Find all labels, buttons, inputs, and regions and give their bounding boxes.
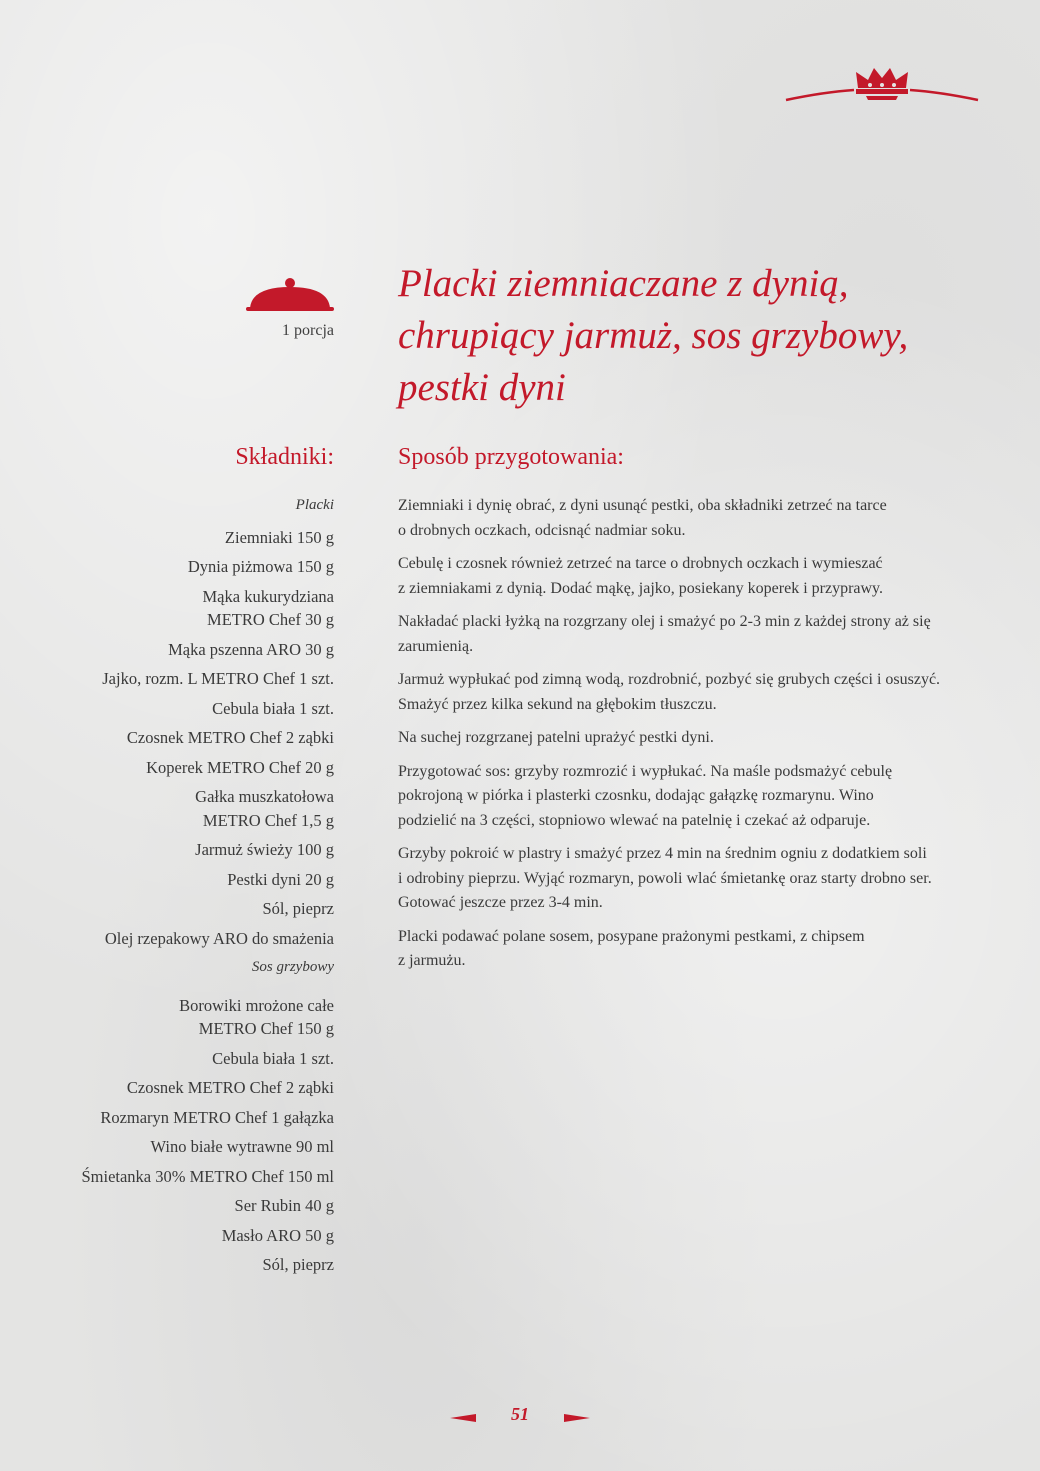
ingredient-line: Jarmuż świeży 100 g — [195, 840, 334, 859]
method-step-line: zarumienią. — [398, 637, 474, 655]
ingredient-line: Sól, pieprz — [262, 899, 334, 918]
ingredient-line: Olej rzepakowy ARO do smażenia — [104, 928, 334, 948]
ingredient-item — [40, 1106, 334, 1130]
method-step — [398, 668, 988, 717]
ingredient-line: METRO Chef 1,5 g — [202, 810, 334, 830]
ingredient-item — [40, 638, 334, 662]
method-step-line: Placki podawać polane sosem, posypane prażonymi pestkami, z chipsem — [398, 927, 865, 945]
ingredient-line: Wino białe wytrawne 90 ml — [150, 1137, 334, 1156]
ingredient-item — [40, 927, 334, 951]
crown-icon — [784, 60, 980, 104]
ingredient-item — [40, 897, 334, 921]
method-step-line: Cebulę i czosnek również zetrzeć na tarce o drobnych oczkach i wymieszać — [398, 555, 883, 572]
ingredient-item — [40, 1165, 334, 1189]
ingredient-line: Pestki dyni 20 g — [227, 869, 334, 889]
title-line: Placki ziemniaczane z dynią, — [398, 262, 849, 305]
ingredient-item — [40, 526, 334, 550]
method-step-line: Jarmuż wypłukać pod zimną wodą, rozdrobnić, pozbyć się grubych części i osuszyć. — [398, 671, 941, 688]
method-step — [398, 760, 988, 834]
ingredient-line: Ser Rubin 40 g — [234, 1196, 334, 1215]
ingredients-heading: Składniki: — [235, 444, 334, 470]
method-step-line: Przygotować sos: grzyby rozmrozić i wypłukać. Na maśle podsmażyć cebulę — [398, 762, 893, 780]
method-step — [398, 842, 988, 916]
page-number: 51 — [511, 1404, 529, 1424]
method-step — [398, 552, 988, 601]
ingredient-item — [40, 1253, 334, 1277]
method-step-line: Ziemniaki i dynię obrać, z dyni usunąć pestki, oba składniki zetrzeć na tarce — [398, 497, 887, 514]
method-step-line: Nakładać placki łyżką na rozgrzany olej i smażyć po 2-3 min z każdej strony aż się — [398, 613, 931, 630]
ingredient-line: Sól, pieprz — [262, 1255, 334, 1274]
ingredient-line: Dynia piżmowa 150 g — [187, 557, 334, 576]
arrow-right-icon — [564, 1414, 590, 1422]
ingredient-line: Mąka pszenna ARO 30 g — [168, 639, 334, 659]
method-step — [398, 610, 988, 659]
method-step-line: podzielić na 3 części, stopniowo wlewać na patelnię i czekać aż odparuje. — [398, 811, 871, 829]
method-step-line: i odrobiny pieprzu. Wyjąć rozmaryn, powoli wlać śmietankę oraz starty drobno ser. — [398, 869, 932, 887]
ingredient-line: Koperek METRO Chef 20 g — [146, 757, 334, 777]
ingredient-line: Gałka muszkatołowa — [195, 787, 334, 806]
ingredients-items-sos — [40, 994, 334, 1277]
portion-label: 1 porcja — [282, 322, 334, 339]
ingredient-item — [40, 585, 334, 632]
method-step — [398, 494, 988, 543]
ingredient-item — [40, 1194, 334, 1218]
ingredient-item — [40, 726, 334, 750]
ingredient-item — [40, 756, 334, 780]
ingredient-item — [40, 1135, 334, 1159]
ingredient-line: Ziemniaki 150 g — [224, 527, 334, 547]
ingredients-section-placki: Placki — [295, 497, 334, 513]
method-step — [398, 925, 988, 974]
method-step-line: Gotować jeszcze przez 3-4 min. — [398, 894, 603, 911]
ingredient-line: Śmietanka 30% METRO Chef 150 ml — [81, 1166, 334, 1186]
method-step-line: z ziemniakami z dynią. Dodać mąkę, jajko, posiekany koperek i przyprawy. — [398, 579, 884, 597]
ingredients-section-sos: Sos grzybowy — [251, 959, 334, 975]
method-step-line: Na suchej rozgrzanej patelni uprażyć pestki dyni. — [398, 729, 714, 746]
arrow-left-icon — [450, 1414, 476, 1422]
cloche-icon — [246, 276, 334, 312]
method-steps — [398, 494, 988, 983]
ingredient-line: Cebula biała 1 szt. — [212, 698, 334, 718]
ingredient-line: Masło ARO 50 g — [221, 1225, 334, 1245]
method-heading: Sposób przygotowania: — [398, 444, 624, 470]
ingredient-item — [40, 1076, 334, 1100]
ingredient-item — [40, 1047, 334, 1071]
ingredient-line: Czosnek METRO Chef 2 ząbki — [126, 728, 334, 747]
ingredient-item — [40, 1224, 334, 1248]
method-step-line: Smażyć przez kilka sekund na głębokim tłuszczu. — [398, 695, 717, 713]
ingredient-line: METRO Chef 30 g — [207, 610, 334, 629]
ingredient-item — [40, 868, 334, 892]
ingredient-line: Czosnek METRO Chef 2 ząbki — [126, 1078, 334, 1097]
ingredient-line: METRO Chef 150 g — [198, 1019, 334, 1038]
ingredient-line: Borowiki mrożone całe — [179, 995, 334, 1015]
title-line: pestki dyni — [398, 366, 566, 409]
ingredients-list — [40, 494, 334, 1283]
ingredient-item — [40, 555, 334, 579]
method-step-line: pokrojoną w piórka i plasterki czosnku, dodając gałązkę rozmarynu. Wino — [398, 787, 874, 804]
ingredients-items-placki — [40, 526, 334, 951]
method-step-line: Grzyby pokroić w plastry i smażyć przez 4 min na średnim ogniu z dodatkiem soli — [398, 845, 927, 862]
ingredient-item — [40, 697, 334, 721]
method-step-line: o drobnych oczkach, odcisnąć nadmiar soku. — [398, 521, 686, 539]
recipe-title — [398, 258, 998, 414]
ingredient-line: Cebula biała 1 szt. — [212, 1048, 334, 1068]
ingredient-line: Mąka kukurydziana — [202, 586, 334, 606]
method-step — [398, 726, 988, 751]
ingredient-item — [40, 838, 334, 862]
ingredient-item — [40, 994, 334, 1041]
method-step-line: z jarmużu. — [398, 952, 466, 969]
page-footer — [440, 1402, 600, 1432]
ingredient-item — [40, 667, 334, 691]
ingredient-line: Rozmaryn METRO Chef 1 gałązka — [100, 1107, 334, 1127]
ingredient-item — [40, 785, 334, 832]
title-line: chrupiący jarmuż, sos grzybowy, — [398, 314, 909, 357]
ingredient-line: Jajko, rozm. L METRO Chef 1 szt. — [102, 669, 334, 688]
